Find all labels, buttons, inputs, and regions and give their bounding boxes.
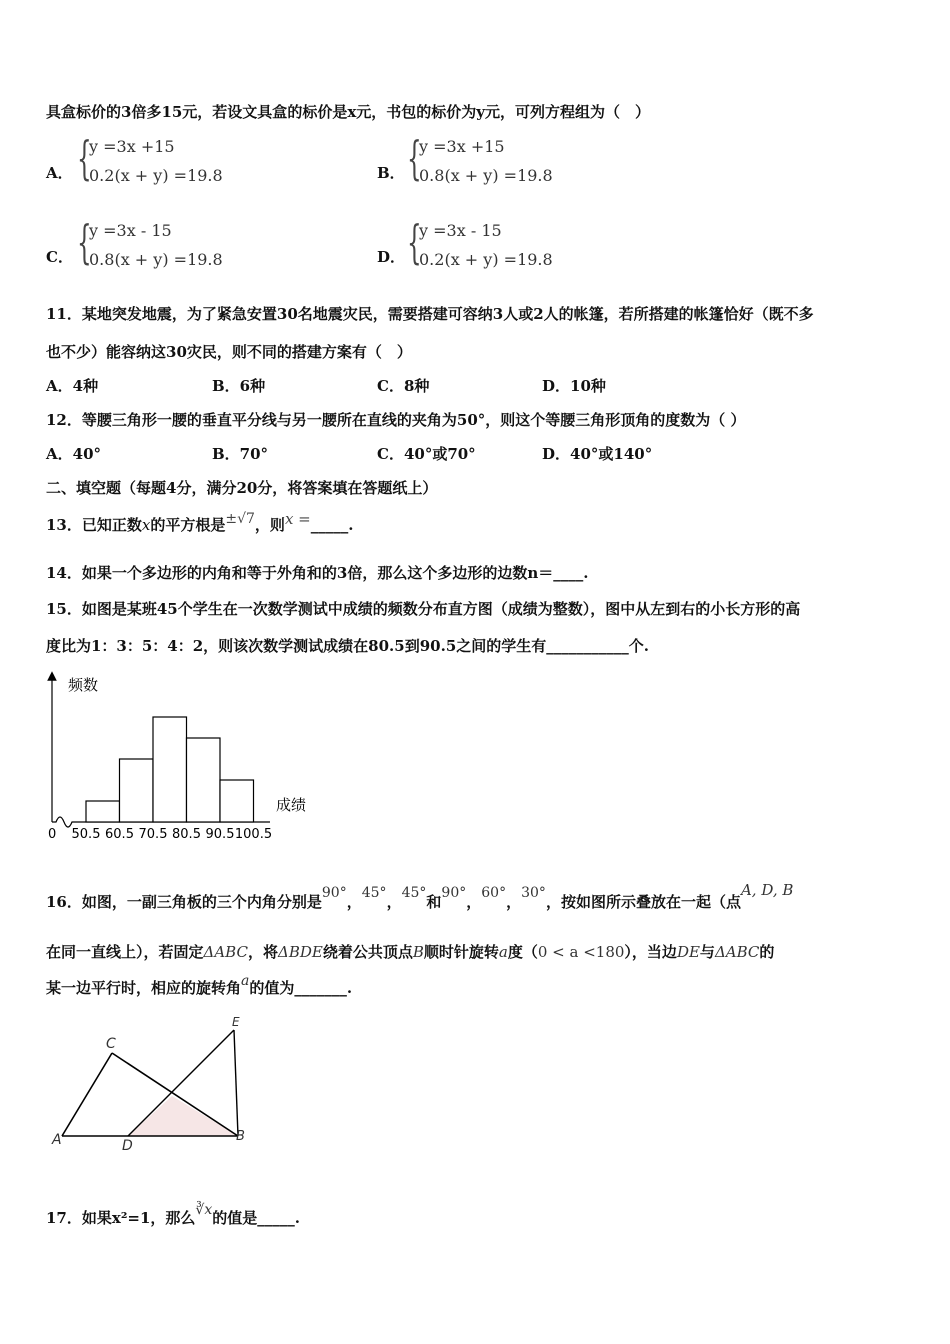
q10-stem-tail: 具盒标价的3倍多15元，若设文具盒的标价是x元，书包的标价为y元，可列方程组为（ ） — [46, 103, 650, 121]
text: 顺时针旋转 — [423, 943, 499, 961]
text: 某一边平行时，相应的旋转角 — [46, 979, 242, 997]
q13-math: ±√7 — [225, 511, 255, 527]
alpha-2: a — [241, 973, 250, 989]
q17 — [46, 1202, 300, 1230]
option-label: D． — [377, 248, 406, 266]
section-heading: 二、填空题（每题4分，满分20分，将答案填在答题纸上） — [46, 479, 438, 497]
q13-var: x — [141, 516, 151, 534]
q13-prefix: 13．已知正数 — [46, 516, 142, 534]
q12-line1: 12．等腰三角形一腰的垂直平分线与另一腰所在直线的夹角为50°，则这个等腰三角形顶角的度数为（ ） — [46, 411, 746, 429]
text: 度（ — [507, 943, 538, 961]
angle-2: 45° — [361, 885, 387, 901]
label-a: A — [52, 1132, 62, 1148]
equation-2: 0.8(x + y) =19.8 — [419, 166, 553, 185]
triangle-figure — [50, 1010, 270, 1155]
q17-suffix[interactable]: 的值是_____. — [212, 1209, 300, 1227]
equation-1: y =3x - 15 — [89, 221, 172, 240]
q17-prefix: 17．如果x²=1，那么 — [46, 1209, 196, 1227]
brace: { — [407, 131, 422, 185]
label-b: B — [236, 1129, 245, 1144]
comma: ， — [386, 893, 402, 911]
x-tick-label: 90.5 — [205, 827, 235, 842]
alpha: a — [498, 943, 508, 961]
equation-2: 0.2(x + y) =19.8 — [419, 250, 553, 269]
brace: { — [77, 215, 92, 269]
q16-line1-suffix: ，按如图所示叠放在一起（点 — [545, 893, 741, 911]
q11-line1: 11．某地突发地震，为了紧急安置30名地震灾民，需要搭建可容纳3人或2人的帐篷，若所搭建的帐篷恰好（既不多 — [46, 305, 814, 323]
x-tick-label: 70.5 — [138, 827, 168, 842]
angle-4: 90° — [441, 885, 467, 901]
answer-blank[interactable]: 的值为_______. — [249, 979, 353, 997]
collinear-points: A, D, B — [740, 881, 794, 899]
option-label: C． — [46, 248, 73, 266]
alpha-range: 0 < a <180 — [537, 943, 625, 961]
brace: { — [77, 131, 92, 185]
q12-option-c[interactable]: C．40°或70° — [377, 445, 476, 463]
brace: { — [407, 215, 422, 269]
histogram-bar-80.5-90.5 — [187, 738, 221, 822]
q12-option-a[interactable]: A．40° — [46, 445, 102, 463]
triangle-bde: ΔBDE — [277, 943, 323, 961]
q16-line3 — [46, 973, 353, 1000]
q13-mid: 的平方根是 — [150, 516, 226, 534]
q14: 14．如果一个多边形的内角和等于外角和的3倍，那么这个多边形的边数n＝____. — [46, 564, 589, 582]
equation-1: y =3x - 15 — [419, 221, 502, 240]
comma: ， — [506, 893, 522, 911]
q16-line1-prefix: 16．如图，一副三角板的三个内角分别是 — [46, 893, 322, 911]
text: 在同一直线上），若固定 — [46, 943, 204, 961]
histogram-bar-90.5-100.5 — [220, 780, 254, 822]
q12-option-d[interactable]: D．40°或140° — [542, 445, 653, 463]
option-label: B． — [377, 164, 405, 182]
comma: ， — [346, 893, 362, 911]
label-d: D — [122, 1138, 133, 1154]
option-label: A． — [46, 164, 73, 182]
q13-mid2: ，则 — [254, 516, 285, 534]
q15-line1: 15．如图是某班45个学生在一次数学测试中成绩的频数分布直方图（成绩为整数），图中从左到右的小长方形的高 — [46, 600, 801, 618]
q12-option-b[interactable]: B．70° — [212, 445, 269, 463]
overlap-region — [128, 1096, 238, 1136]
q11-option-d[interactable]: D．10种 — [542, 377, 606, 395]
x-tick-label: 80.5 — [172, 827, 201, 842]
x-tick-label: 50.5 — [71, 827, 101, 842]
histogram-bar-70.5-80.5 — [153, 717, 187, 822]
q13 — [46, 510, 354, 536]
angle-5: 60° — [481, 885, 507, 901]
equation-2: 0.2(x + y) =19.8 — [89, 166, 223, 185]
edge-ca — [62, 1053, 112, 1136]
equation-1: y =3x +15 — [419, 137, 505, 156]
angle-1: 90° — [321, 885, 347, 901]
histogram-chart — [40, 668, 330, 850]
q11-line2: 也不少）能容纳这30灾民，则不同的搭建方案有（ ） — [46, 343, 412, 361]
q11-option-b[interactable]: B．6种 — [212, 377, 266, 395]
q13-blank[interactable]: _____. — [310, 516, 354, 534]
q11-option-c[interactable]: C．8种 — [377, 377, 430, 395]
q13-math2: x = — [284, 510, 311, 528]
q16-line1 — [46, 881, 794, 914]
histogram-bar-50.5-60.5 — [86, 801, 120, 822]
text: 绕着公共顶点 — [322, 943, 413, 961]
x-tick-label: 100.5 — [234, 827, 273, 842]
q15-line2: 度比为1：3：5：4：2，则该次数学测试成绩在80.5到90.5之间的学生有___________个. — [46, 637, 649, 655]
label-c: C — [106, 1036, 116, 1052]
equation-1: y =3x +15 — [89, 137, 175, 156]
text: 的 — [759, 943, 775, 961]
triangle-abc: ΔABC — [203, 943, 248, 961]
and-word: 和 — [426, 893, 442, 911]
angle-6: 30° — [521, 885, 546, 901]
q17-math: ∛x — [195, 1202, 213, 1218]
edge-de: DE — [676, 943, 700, 961]
triangle-abc-2: ΔABC — [714, 943, 760, 961]
y-axis-label: 频数 — [68, 676, 99, 694]
edge-eb — [234, 1030, 238, 1136]
text: ，将 — [247, 943, 278, 961]
origin-label: 0 — [48, 827, 57, 842]
x-axis-label: 成绩 — [276, 796, 307, 814]
text: ），当边 — [624, 943, 677, 961]
q11-option-a[interactable]: A．4种 — [46, 377, 99, 395]
vertex-b: B — [412, 943, 424, 961]
text: 与 — [699, 943, 715, 961]
x-tick-label: 60.5 — [105, 827, 134, 842]
comma: ， — [466, 893, 482, 911]
histogram-bar-60.5-70.5 — [120, 759, 154, 822]
q16-line2 — [46, 941, 774, 963]
equation-2: 0.8(x + y) =19.8 — [89, 250, 223, 269]
label-e: E — [232, 1015, 240, 1029]
angle-3: 45° — [401, 885, 427, 901]
